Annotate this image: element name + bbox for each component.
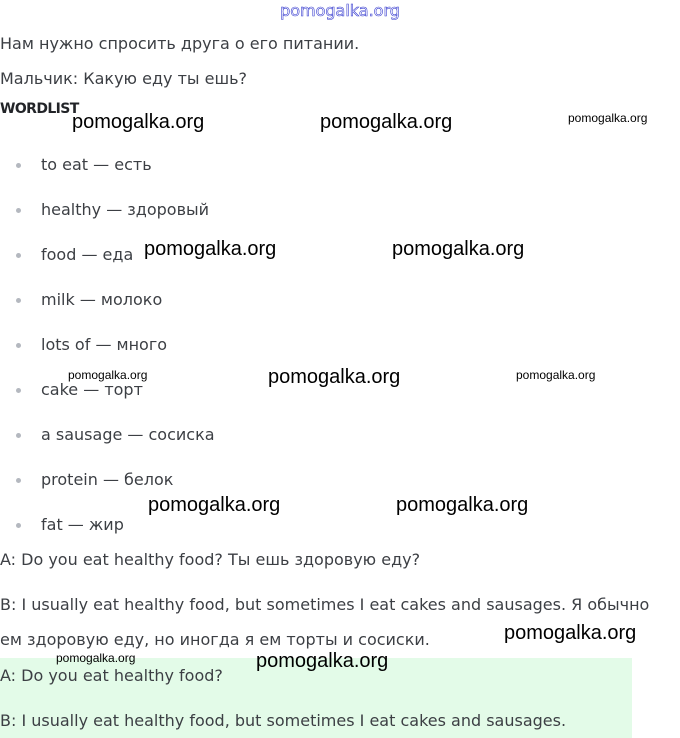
answer-line: B: I usually eat healthy food, but sometimes I eat cakes and sausages. (0, 711, 567, 730)
dialog-line: A: Do you eat healthy food? Ты ешь здоровую еду? (0, 550, 421, 569)
answer-box (0, 658, 632, 738)
bullet-icon (16, 478, 21, 483)
watermark: pomogalka.org (320, 111, 453, 133)
bullet-icon (16, 433, 21, 438)
watermark: pomogalka.org (144, 238, 277, 260)
watermark: pomogalka.org (392, 238, 525, 260)
question-text: Мальчик: Какую еду ты ешь? (0, 69, 248, 88)
wordlist-term: fat — жир (41, 515, 124, 534)
intro-text: Нам нужно спросить друга о его питании. (0, 34, 360, 53)
site-logo[interactable]: pomogalka.org (280, 1, 400, 20)
watermark: pomogalka.org (68, 368, 148, 382)
answer-line: A: Do you eat healthy food? (0, 666, 223, 685)
bullet-icon (16, 523, 21, 528)
bullet-icon (16, 253, 21, 258)
dialog-line: ем здоровую еду, но иногда я ем торты и сосиски. (0, 630, 430, 649)
bullet-icon (16, 343, 21, 348)
bullet-icon (16, 163, 21, 168)
watermark: pomogalka.org (268, 366, 401, 388)
wordlist-term: healthy — здоровый (41, 200, 210, 219)
wordlist-term: to eat — есть (41, 155, 152, 174)
wordlist-term: lots of — много (41, 335, 168, 354)
wordlist-term: milk — молоко (41, 290, 163, 309)
wordlist-term: cake — торт (41, 380, 143, 399)
wordlist-term: protein — белок (41, 470, 174, 489)
watermark: pomogalka.org (72, 111, 205, 133)
watermark: pomogalka.org (56, 651, 136, 665)
bullet-icon (16, 388, 21, 393)
wordlist-heading: WORDLIST (0, 101, 79, 117)
wordlist-term: a sausage — сосиска (41, 425, 215, 444)
wordlist-term: food — еда (41, 245, 134, 264)
dialog-line: B: I usually eat healthy food, but sometimes I eat cakes and sausages. Я обычно (0, 595, 650, 614)
watermark: pomogalka.org (396, 494, 529, 516)
bullet-icon (16, 298, 21, 303)
watermark: pomogalka.org (568, 111, 648, 125)
watermark: pomogalka.org (256, 650, 389, 672)
watermark: pomogalka.org (148, 494, 281, 516)
watermark: pomogalka.org (516, 368, 596, 382)
bullet-icon (16, 208, 21, 213)
watermark: pomogalka.org (504, 622, 637, 644)
